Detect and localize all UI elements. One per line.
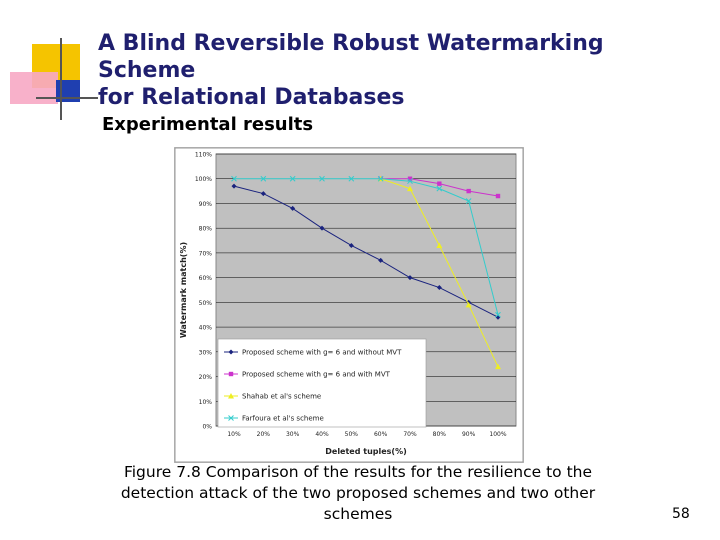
figure-caption: Figure 7.8 Comparison of the results for the resilience to the detection attack of the two proposed schemes and two other schemes <box>120 463 596 523</box>
x-tick-label: 80% <box>432 431 447 438</box>
y-tick-label: 20% <box>198 374 212 382</box>
decor-horizontal-line <box>36 97 98 99</box>
y-tick-label: 10% <box>198 398 212 406</box>
x-axis-label: Deleted tuples(%) <box>325 447 407 456</box>
y-axis-label: Watermark match(%) <box>179 241 188 339</box>
data-point-square <box>496 194 500 198</box>
data-point-square <box>229 372 233 376</box>
x-tick-label: 100% <box>489 431 507 438</box>
y-tick-label: 100% <box>194 176 212 184</box>
page-number: 58 <box>672 506 690 522</box>
data-point-square <box>437 181 441 185</box>
decor-pink-square <box>10 72 58 104</box>
y-tick-label: 0% <box>202 423 212 431</box>
line-chart <box>174 147 524 463</box>
y-tick-label: 60% <box>198 275 212 283</box>
y-tick-label: 70% <box>198 250 212 258</box>
x-tick-label: 20% <box>256 431 271 438</box>
data-point-square <box>466 189 470 193</box>
slide-title-line-2: for Relational Databases <box>98 85 405 110</box>
x-tick-label: 60% <box>373 431 388 438</box>
x-tick-label: 10% <box>227 431 241 438</box>
legend-label: Proposed scheme with g= 6 and with MVT <box>242 370 390 379</box>
slide-title-line-1: A Blind Reversible Robust Watermarking Scheme <box>98 31 604 83</box>
legend-label: Farfoura et al's scheme <box>242 414 324 423</box>
x-tick-label: 70% <box>403 431 417 438</box>
slide-title <box>98 30 708 111</box>
x-tick-label: 90% <box>461 431 476 438</box>
y-tick-label: 30% <box>198 349 212 357</box>
section-subtitle: Experimental results <box>102 114 314 135</box>
y-tick-label: 40% <box>198 324 212 332</box>
legend-label: Shahab et al's scheme <box>242 392 322 401</box>
y-tick-label: 50% <box>198 299 212 307</box>
x-tick-label: 30% <box>285 431 300 438</box>
legend-label: Proposed scheme with g= 6 and without MVT <box>242 348 402 357</box>
x-tick-label: 40% <box>315 431 329 438</box>
decor-vertical-line <box>60 38 62 120</box>
y-tick-label: 110% <box>194 151 212 159</box>
chart-figure <box>174 147 524 463</box>
y-tick-label: 90% <box>198 200 212 208</box>
x-tick-label: 50% <box>344 431 359 438</box>
y-tick-label: 80% <box>198 225 212 233</box>
